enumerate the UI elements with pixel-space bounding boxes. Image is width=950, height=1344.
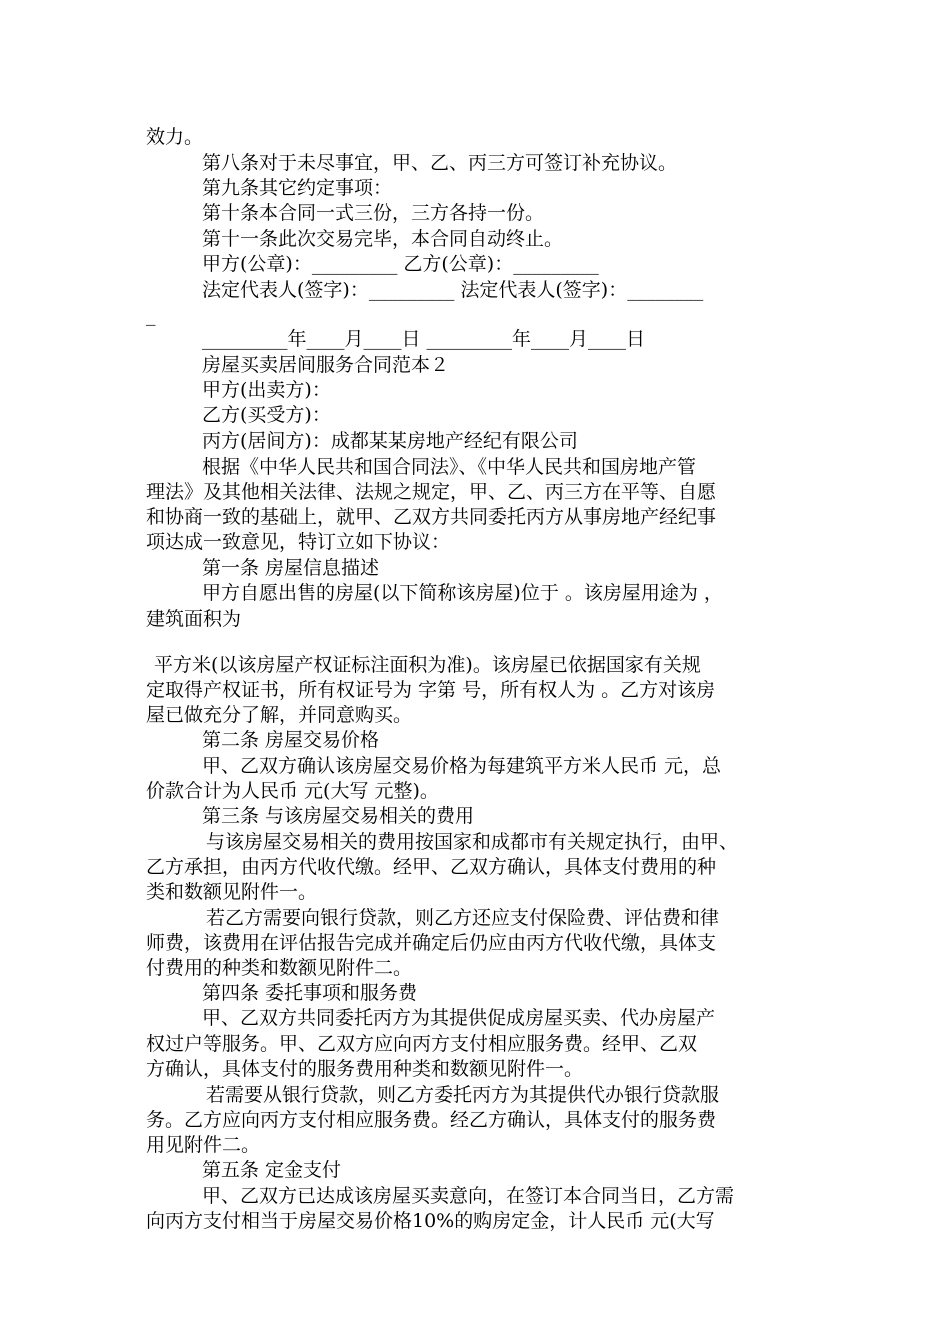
text-line: 付费用的种类和数额见附件二。 [146,957,413,979]
article-2-heading: 第二条 房屋交易价格 [202,729,380,751]
text-line: 根据《中华人民共和国合同法》、《中华人民共和国房地产管 [202,456,697,478]
signature-line: 法定代表人(签字)：_________ 法定代表人(签字)：________ [202,279,704,301]
text-line: 甲、乙双方已达成该房屋买卖意向，在签订本合同当日，乙方需 [202,1185,735,1207]
text-line: 效力。 [146,126,204,148]
party-b: 乙方(买受方)： [202,404,331,426]
text-line: 方确认，具体支付的服务费用种类和数额见附件一。 [146,1058,584,1080]
seal-line: 甲方(公章)：_________ 乙方(公章)：_________ [202,253,599,275]
text-line: 定取得产权证书，所有权证号为 字第 号，所有权人为 。乙方对该房 [146,679,716,701]
text-line: 屋已做充分了解，并同意购买。 [146,704,413,726]
text-line: 乙方承担，由丙方代收代缴。经甲、乙双方确认，具体支付费用的种 [146,856,717,878]
text-line: _ [146,304,156,326]
text-line: 权过户等服务。甲、乙双方应向丙方支付相应服务费。经甲、乙双 [146,1033,698,1055]
text-line: 平方米(以该房屋产权证标注面积为准)。该房屋已依据国家有关规 [154,654,701,676]
clause-8: 第八条对于未尽事宜，甲、乙、丙三方可签订补充协议。 [202,152,678,174]
party-a: 甲方(出卖方)： [202,379,331,401]
party-c: 丙方(居间方)：成都某某房地产经纪有限公司 [202,430,578,452]
text-line: 项达成一致意见，特订立如下协议： [146,531,451,553]
text-line: 类和数额见附件一。 [146,881,318,903]
clause-11: 第十一条此次交易完毕，本合同自动终止。 [202,228,564,250]
article-3-heading: 第三条 与该房屋交易相关的费用 [202,805,475,827]
date-line: _________年____月____日 _________年____月____日 [202,328,646,350]
text-line: 若乙方需要向银行贷款，则乙方还应支付保险费、评估费和律 [206,907,720,929]
clause-10: 第十条本合同一式三份，三方各持一份。 [202,202,545,224]
article-5-heading: 第五条 定金支付 [202,1159,342,1181]
text-line: 向丙方支付相当于房屋交易价格10%的购房定金，计人民币 元(大写 [146,1210,715,1232]
text-line: 与该房屋交易相关的费用按国家和成都市有关规定执行，由甲、 [206,831,739,853]
article-4-heading: 第四条 委托事项和服务费 [202,982,418,1004]
text-line: 用见附件二。 [146,1134,261,1156]
text-line: 理法》及其他相关法律、法规之规定，甲、乙、丙三方在平等、自愿 [146,481,717,503]
text-line: 甲、乙双方确认该房屋交易价格为每建筑平方米人民币 元，总 [202,755,722,777]
text-line: 和协商一致的基础上，就甲、乙双方共同委托丙方从事房地产经纪事 [146,506,717,528]
clause-9: 第九条其它约定事项： [202,177,393,199]
text-line: 价款合计为人民币 元(大写 元整)。 [146,780,439,802]
text-line: 甲、乙双方共同委托丙方为其提供促成房屋买卖、代办房屋产 [202,1007,716,1029]
text-line: 务。乙方应向丙方支付相应服务费。经乙方确认，具体支付的服务费 [146,1109,717,1131]
text-line: 甲方自愿出售的房屋(以下简称该房屋)位于 。该房屋用途为 ， [202,582,723,604]
text-line: 师费，该费用在评估报告完成并确定后仍应由丙方代收代缴，具体支 [146,932,717,954]
contract-title: 房屋买卖居间服务合同范本２ [202,354,450,376]
text-line: 若需要从银行贷款，则乙方委托丙方为其提供代办银行贷款服 [206,1084,720,1106]
article-1-heading: 第一条 房屋信息描述 [202,557,380,579]
text-line: 建筑面积为 [146,608,242,630]
